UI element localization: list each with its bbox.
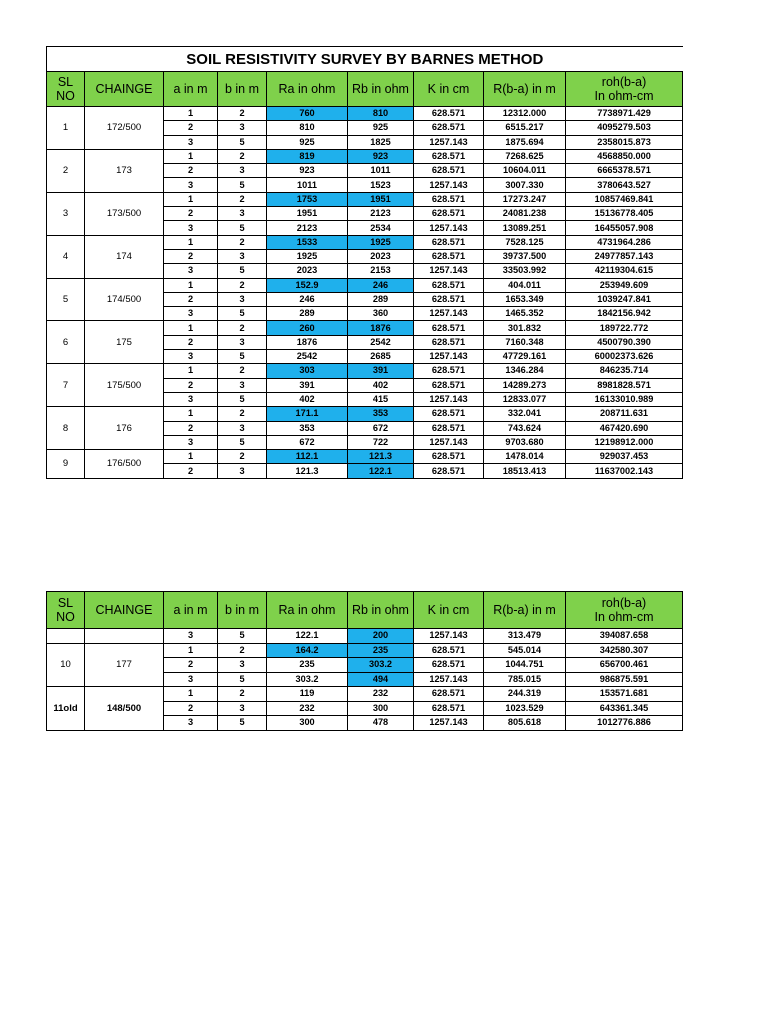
r-ba-cell: 13089.251 bbox=[484, 221, 566, 235]
rb-cell: 300 bbox=[348, 701, 414, 716]
ra-cell: 353 bbox=[267, 421, 348, 435]
b-cell: 3 bbox=[218, 658, 267, 673]
k-cell: 628.571 bbox=[414, 687, 484, 702]
table-row bbox=[47, 235, 683, 249]
header-rb: Rb in ohm bbox=[348, 592, 414, 629]
k-cell: 1257.143 bbox=[414, 435, 484, 449]
rb-cell: 1951 bbox=[348, 192, 414, 206]
header-roh: roh(b-a) In ohm-cm bbox=[566, 72, 683, 107]
ra-cell: 171.1 bbox=[267, 407, 348, 421]
header-b: b in m bbox=[218, 72, 267, 107]
ra-cell: 2542 bbox=[267, 350, 348, 364]
roh-cell: 1842156.942 bbox=[566, 307, 683, 321]
b-cell: 2 bbox=[218, 278, 267, 292]
header-row bbox=[47, 72, 683, 107]
rb-cell: 1925 bbox=[348, 235, 414, 249]
b-cell: 5 bbox=[218, 135, 267, 149]
b-cell: 3 bbox=[218, 421, 267, 435]
roh-cell: 656700.461 bbox=[566, 658, 683, 673]
a-cell: 1 bbox=[164, 149, 218, 163]
roh-cell: 60002373.626 bbox=[566, 350, 683, 364]
header-a: a in m bbox=[164, 592, 218, 629]
chainge-cell bbox=[85, 629, 164, 644]
k-cell: 628.571 bbox=[414, 278, 484, 292]
a-cell: 3 bbox=[164, 672, 218, 687]
sl-no-cell: 11old bbox=[47, 687, 85, 731]
sl-no-cell bbox=[47, 629, 85, 644]
table-1-body bbox=[47, 107, 683, 479]
roh-cell: 42119304.615 bbox=[566, 264, 683, 278]
table-row bbox=[47, 149, 683, 163]
rb-cell: 1876 bbox=[348, 321, 414, 335]
b-cell: 5 bbox=[218, 264, 267, 278]
rb-cell: 246 bbox=[348, 278, 414, 292]
r-ba-cell: 33503.992 bbox=[484, 264, 566, 278]
a-cell: 1 bbox=[164, 321, 218, 335]
header-chainge: CHAINGE bbox=[85, 72, 164, 107]
header-r: R(b-a) in m bbox=[484, 592, 566, 629]
roh-cell: 1039247.841 bbox=[566, 292, 683, 306]
roh-cell: 153571.681 bbox=[566, 687, 683, 702]
rb-cell: 289 bbox=[348, 292, 414, 306]
a-cell: 1 bbox=[164, 407, 218, 421]
b-cell: 5 bbox=[218, 672, 267, 687]
header-b: b in m bbox=[218, 592, 267, 629]
sl-no-cell: 1 bbox=[47, 107, 85, 150]
rb-cell: 402 bbox=[348, 378, 414, 392]
ra-cell: 289 bbox=[267, 307, 348, 321]
k-cell: 628.571 bbox=[414, 421, 484, 435]
rb-cell: 232 bbox=[348, 687, 414, 702]
roh-cell: 12198912.000 bbox=[566, 435, 683, 449]
ra-cell: 303 bbox=[267, 364, 348, 378]
chainge-cell: 148/500 bbox=[85, 687, 164, 731]
rb-cell: 121.3 bbox=[348, 450, 414, 464]
r-ba-cell: 1023.529 bbox=[484, 701, 566, 716]
a-cell: 2 bbox=[164, 207, 218, 221]
b-cell: 3 bbox=[218, 378, 267, 392]
k-cell: 1257.143 bbox=[414, 629, 484, 644]
r-ba-cell: 12833.077 bbox=[484, 392, 566, 406]
k-cell: 628.571 bbox=[414, 658, 484, 673]
header-sl-no: SL NO bbox=[47, 72, 85, 107]
k-cell: 628.571 bbox=[414, 149, 484, 163]
ra-cell: 1925 bbox=[267, 249, 348, 263]
sl-no-cell: 10 bbox=[47, 643, 85, 687]
rb-cell: 925 bbox=[348, 121, 414, 135]
b-cell: 5 bbox=[218, 307, 267, 321]
k-cell: 628.571 bbox=[414, 378, 484, 392]
rb-cell: 672 bbox=[348, 421, 414, 435]
table-row bbox=[47, 450, 683, 464]
a-cell: 2 bbox=[164, 464, 218, 478]
ra-cell: 1753 bbox=[267, 192, 348, 206]
header-a: a in m bbox=[164, 72, 218, 107]
header-r: R(b-a) in m bbox=[484, 72, 566, 107]
a-cell: 2 bbox=[164, 164, 218, 178]
chainge-cell: 175/500 bbox=[85, 364, 164, 407]
k-cell: 628.571 bbox=[414, 192, 484, 206]
k-cell: 1257.143 bbox=[414, 392, 484, 406]
roh-cell: 846235.714 bbox=[566, 364, 683, 378]
ra-cell: 1876 bbox=[267, 335, 348, 349]
roh-cell: 16133010.989 bbox=[566, 392, 683, 406]
ra-cell: 819 bbox=[267, 149, 348, 163]
a-cell: 2 bbox=[164, 292, 218, 306]
b-cell: 2 bbox=[218, 192, 267, 206]
rb-cell: 353 bbox=[348, 407, 414, 421]
r-ba-cell: 10604.011 bbox=[484, 164, 566, 178]
r-ba-cell: 785.015 bbox=[484, 672, 566, 687]
r-ba-cell: 244.319 bbox=[484, 687, 566, 702]
r-ba-cell: 545.014 bbox=[484, 643, 566, 658]
ra-cell: 300 bbox=[267, 716, 348, 731]
r-ba-cell: 1346.284 bbox=[484, 364, 566, 378]
header-ra: Ra in ohm bbox=[267, 592, 348, 629]
roh-cell: 16455057.908 bbox=[566, 221, 683, 235]
a-cell: 3 bbox=[164, 307, 218, 321]
header-ra: Ra in ohm bbox=[267, 72, 348, 107]
rb-cell: 1523 bbox=[348, 178, 414, 192]
rb-cell: 722 bbox=[348, 435, 414, 449]
ra-cell: 119 bbox=[267, 687, 348, 702]
k-cell: 1257.143 bbox=[414, 350, 484, 364]
chainge-cell: 172/500 bbox=[85, 107, 164, 150]
table-row bbox=[47, 364, 683, 378]
ra-cell: 391 bbox=[267, 378, 348, 392]
a-cell: 1 bbox=[164, 192, 218, 206]
k-cell: 1257.143 bbox=[414, 264, 484, 278]
ra-cell: 1951 bbox=[267, 207, 348, 221]
a-cell: 1 bbox=[164, 643, 218, 658]
roh-cell: 929037.453 bbox=[566, 450, 683, 464]
roh-cell: 1012776.886 bbox=[566, 716, 683, 731]
rb-cell: 1825 bbox=[348, 135, 414, 149]
chainge-cell: 174 bbox=[85, 235, 164, 278]
k-cell: 628.571 bbox=[414, 292, 484, 306]
chainge-cell: 173 bbox=[85, 149, 164, 192]
header-row bbox=[47, 592, 683, 629]
rb-cell: 2153 bbox=[348, 264, 414, 278]
b-cell: 5 bbox=[218, 435, 267, 449]
k-cell: 628.571 bbox=[414, 364, 484, 378]
ra-cell: 2023 bbox=[267, 264, 348, 278]
header-chainge: CHAINGE bbox=[85, 592, 164, 629]
k-cell: 628.571 bbox=[414, 321, 484, 335]
roh-cell: 11637002.143 bbox=[566, 464, 683, 478]
table-row bbox=[47, 643, 683, 658]
roh-cell: 253949.609 bbox=[566, 278, 683, 292]
r-ba-cell: 1875.694 bbox=[484, 135, 566, 149]
rb-cell: 810 bbox=[348, 107, 414, 121]
rb-cell: 923 bbox=[348, 149, 414, 163]
r-ba-cell: 805.618 bbox=[484, 716, 566, 731]
b-cell: 3 bbox=[218, 164, 267, 178]
a-cell: 3 bbox=[164, 435, 218, 449]
roh-cell: 467420.690 bbox=[566, 421, 683, 435]
roh-cell: 2358015.873 bbox=[566, 135, 683, 149]
ra-cell: 760 bbox=[267, 107, 348, 121]
r-ba-cell: 12312.000 bbox=[484, 107, 566, 121]
rb-cell: 494 bbox=[348, 672, 414, 687]
table-row bbox=[47, 192, 683, 206]
roh-cell: 342580.307 bbox=[566, 643, 683, 658]
rb-cell: 391 bbox=[348, 364, 414, 378]
a-cell: 2 bbox=[164, 121, 218, 135]
k-cell: 1257.143 bbox=[414, 307, 484, 321]
r-ba-cell: 1478.014 bbox=[484, 450, 566, 464]
chainge-cell: 176/500 bbox=[85, 450, 164, 479]
roh-cell: 8981828.571 bbox=[566, 378, 683, 392]
header-roh: roh(b-a) In ohm-cm bbox=[566, 592, 683, 629]
ra-cell: 810 bbox=[267, 121, 348, 135]
k-cell: 628.571 bbox=[414, 643, 484, 658]
roh-cell: 189722.772 bbox=[566, 321, 683, 335]
k-cell: 628.571 bbox=[414, 207, 484, 221]
roh-cell: 7738971.429 bbox=[566, 107, 683, 121]
b-cell: 2 bbox=[218, 450, 267, 464]
sl-no-cell: 3 bbox=[47, 192, 85, 235]
rb-cell: 478 bbox=[348, 716, 414, 731]
roh-cell: 6665378.571 bbox=[566, 164, 683, 178]
k-cell: 628.571 bbox=[414, 107, 484, 121]
ra-cell: 303.2 bbox=[267, 672, 348, 687]
roh-cell: 986875.591 bbox=[566, 672, 683, 687]
r-ba-cell: 1044.751 bbox=[484, 658, 566, 673]
a-cell: 2 bbox=[164, 378, 218, 392]
header-sl-no: SL NO bbox=[47, 592, 85, 629]
chainge-cell: 175 bbox=[85, 321, 164, 364]
sl-no-cell: 4 bbox=[47, 235, 85, 278]
k-cell: 1257.143 bbox=[414, 221, 484, 235]
b-cell: 5 bbox=[218, 629, 267, 644]
r-ba-cell: 743.624 bbox=[484, 421, 566, 435]
k-cell: 628.571 bbox=[414, 450, 484, 464]
r-ba-cell: 7268.625 bbox=[484, 149, 566, 163]
rb-cell: 2023 bbox=[348, 249, 414, 263]
b-cell: 3 bbox=[218, 207, 267, 221]
sl-no-cell: 7 bbox=[47, 364, 85, 407]
roh-cell: 4568850.000 bbox=[566, 149, 683, 163]
k-cell: 628.571 bbox=[414, 464, 484, 478]
b-cell: 2 bbox=[218, 107, 267, 121]
sl-no-cell: 5 bbox=[47, 278, 85, 321]
roh-cell: 4500790.390 bbox=[566, 335, 683, 349]
b-cell: 3 bbox=[218, 464, 267, 478]
table-row bbox=[47, 278, 683, 292]
r-ba-cell: 47729.161 bbox=[484, 350, 566, 364]
a-cell: 1 bbox=[164, 364, 218, 378]
table-row bbox=[47, 321, 683, 335]
b-cell: 5 bbox=[218, 178, 267, 192]
a-cell: 3 bbox=[164, 264, 218, 278]
ra-cell: 164.2 bbox=[267, 643, 348, 658]
k-cell: 628.571 bbox=[414, 235, 484, 249]
r-ba-cell: 7528.125 bbox=[484, 235, 566, 249]
a-cell: 2 bbox=[164, 249, 218, 263]
r-ba-cell: 24081.238 bbox=[484, 207, 566, 221]
chainge-cell: 174/500 bbox=[85, 278, 164, 321]
r-ba-cell: 3007.330 bbox=[484, 178, 566, 192]
header-rb: Rb in ohm bbox=[348, 72, 414, 107]
rb-cell: 2123 bbox=[348, 207, 414, 221]
table-row bbox=[47, 107, 683, 121]
a-cell: 2 bbox=[164, 701, 218, 716]
table-row bbox=[47, 407, 683, 421]
roh-cell: 4095279.503 bbox=[566, 121, 683, 135]
rb-cell: 360 bbox=[348, 307, 414, 321]
roh-cell: 394087.658 bbox=[566, 629, 683, 644]
chainge-cell: 173/500 bbox=[85, 192, 164, 235]
rb-cell: 415 bbox=[348, 392, 414, 406]
sl-no-cell: 8 bbox=[47, 407, 85, 450]
ra-cell: 1533 bbox=[267, 235, 348, 249]
resistivity-table-2 bbox=[46, 591, 683, 731]
r-ba-cell: 39737.500 bbox=[484, 249, 566, 263]
a-cell: 3 bbox=[164, 135, 218, 149]
ra-cell: 112.1 bbox=[267, 450, 348, 464]
rb-cell: 122.1 bbox=[348, 464, 414, 478]
rb-cell: 235 bbox=[348, 643, 414, 658]
b-cell: 2 bbox=[218, 235, 267, 249]
ra-cell: 232 bbox=[267, 701, 348, 716]
b-cell: 3 bbox=[218, 249, 267, 263]
rb-cell: 2685 bbox=[348, 350, 414, 364]
b-cell: 5 bbox=[218, 392, 267, 406]
r-ba-cell: 301.832 bbox=[484, 321, 566, 335]
roh-cell: 3780643.527 bbox=[566, 178, 683, 192]
sheet-title: SOIL RESISTIVITY SURVEY BY BARNES METHOD bbox=[47, 47, 683, 72]
r-ba-cell: 9703.680 bbox=[484, 435, 566, 449]
b-cell: 2 bbox=[218, 149, 267, 163]
roh-cell: 10857469.841 bbox=[566, 192, 683, 206]
table-row bbox=[47, 687, 683, 702]
ra-cell: 2123 bbox=[267, 221, 348, 235]
r-ba-cell: 313.479 bbox=[484, 629, 566, 644]
r-ba-cell: 404.011 bbox=[484, 278, 566, 292]
a-cell: 3 bbox=[164, 629, 218, 644]
roh-cell: 15136778.405 bbox=[566, 207, 683, 221]
b-cell: 5 bbox=[218, 350, 267, 364]
k-cell: 1257.143 bbox=[414, 178, 484, 192]
b-cell: 3 bbox=[218, 701, 267, 716]
a-cell: 2 bbox=[164, 335, 218, 349]
a-cell: 3 bbox=[164, 221, 218, 235]
header-k: K in cm bbox=[414, 72, 484, 107]
k-cell: 628.571 bbox=[414, 701, 484, 716]
b-cell: 3 bbox=[218, 292, 267, 306]
a-cell: 3 bbox=[164, 350, 218, 364]
rb-cell: 2534 bbox=[348, 221, 414, 235]
ra-cell: 121.3 bbox=[267, 464, 348, 478]
roh-cell: 208711.631 bbox=[566, 407, 683, 421]
r-ba-cell: 6515.217 bbox=[484, 121, 566, 135]
ra-cell: 122.1 bbox=[267, 629, 348, 644]
b-cell: 3 bbox=[218, 121, 267, 135]
b-cell: 2 bbox=[218, 407, 267, 421]
r-ba-cell: 1465.352 bbox=[484, 307, 566, 321]
k-cell: 1257.143 bbox=[414, 672, 484, 687]
r-ba-cell: 14289.273 bbox=[484, 378, 566, 392]
roh-cell: 24977857.143 bbox=[566, 249, 683, 263]
resistivity-table-1 bbox=[46, 46, 683, 479]
b-cell: 2 bbox=[218, 643, 267, 658]
a-cell: 1 bbox=[164, 235, 218, 249]
ra-cell: 402 bbox=[267, 392, 348, 406]
a-cell: 2 bbox=[164, 421, 218, 435]
b-cell: 2 bbox=[218, 364, 267, 378]
r-ba-cell: 18513.413 bbox=[484, 464, 566, 478]
header-k: K in cm bbox=[414, 592, 484, 629]
a-cell: 3 bbox=[164, 716, 218, 731]
k-cell: 628.571 bbox=[414, 164, 484, 178]
rb-cell: 303.2 bbox=[348, 658, 414, 673]
a-cell: 1 bbox=[164, 107, 218, 121]
k-cell: 628.571 bbox=[414, 121, 484, 135]
ra-cell: 1011 bbox=[267, 178, 348, 192]
b-cell: 2 bbox=[218, 687, 267, 702]
a-cell: 3 bbox=[164, 178, 218, 192]
roh-cell: 643361.345 bbox=[566, 701, 683, 716]
rb-cell: 1011 bbox=[348, 164, 414, 178]
ra-cell: 235 bbox=[267, 658, 348, 673]
roh-cell: 4731964.286 bbox=[566, 235, 683, 249]
k-cell: 628.571 bbox=[414, 407, 484, 421]
a-cell: 3 bbox=[164, 392, 218, 406]
b-cell: 2 bbox=[218, 321, 267, 335]
chainge-cell: 177 bbox=[85, 643, 164, 687]
r-ba-cell: 7160.348 bbox=[484, 335, 566, 349]
b-cell: 3 bbox=[218, 335, 267, 349]
ra-cell: 925 bbox=[267, 135, 348, 149]
b-cell: 5 bbox=[218, 221, 267, 235]
ra-cell: 672 bbox=[267, 435, 348, 449]
b-cell: 5 bbox=[218, 716, 267, 731]
ra-cell: 923 bbox=[267, 164, 348, 178]
a-cell: 1 bbox=[164, 687, 218, 702]
k-cell: 1257.143 bbox=[414, 716, 484, 731]
sl-no-cell: 9 bbox=[47, 450, 85, 479]
table-2-body bbox=[47, 629, 683, 731]
a-cell: 1 bbox=[164, 450, 218, 464]
rb-cell: 2542 bbox=[348, 335, 414, 349]
sl-no-cell: 2 bbox=[47, 149, 85, 192]
ra-cell: 152.9 bbox=[267, 278, 348, 292]
chainge-cell: 176 bbox=[85, 407, 164, 450]
r-ba-cell: 332.041 bbox=[484, 407, 566, 421]
a-cell: 2 bbox=[164, 658, 218, 673]
table-row bbox=[47, 629, 683, 644]
r-ba-cell: 1653.349 bbox=[484, 292, 566, 306]
r-ba-cell: 17273.247 bbox=[484, 192, 566, 206]
ra-cell: 260 bbox=[267, 321, 348, 335]
sl-no-cell: 6 bbox=[47, 321, 85, 364]
k-cell: 628.571 bbox=[414, 249, 484, 263]
ra-cell: 246 bbox=[267, 292, 348, 306]
a-cell: 1 bbox=[164, 278, 218, 292]
rb-cell: 200 bbox=[348, 629, 414, 644]
k-cell: 1257.143 bbox=[414, 135, 484, 149]
k-cell: 628.571 bbox=[414, 335, 484, 349]
